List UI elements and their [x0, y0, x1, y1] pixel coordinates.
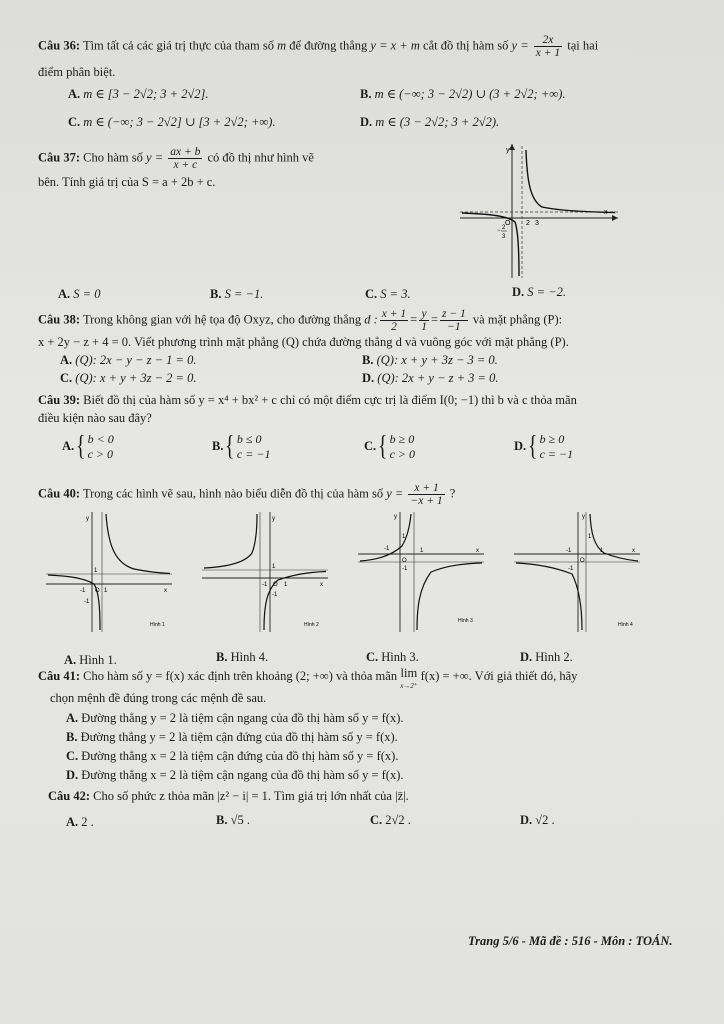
svg-text:1: 1	[94, 568, 98, 574]
q37-option-a[interactable]: A. S = 0	[58, 287, 101, 301]
q36-text-mid: để đường thẳng	[289, 38, 368, 53]
q39-text: Biết đồ thị của hàm số y = x⁴ + bx² + c chỉ có một điểm cực trị là điểm I(0; −1) thì b và c thỏa mãn	[83, 393, 577, 407]
q41-lim-post: f(x) = +∞. Với giả thiết đó, hãy	[420, 669, 578, 683]
q38-text-post: và mặt phẳng (P):	[472, 312, 563, 327]
q40-graph-3-caption: Hình 3	[458, 618, 473, 624]
svg-text:O: O	[273, 582, 278, 588]
q38-option-d[interactable]: D. (Q): 2x + y − z + 3 = 0.	[362, 371, 499, 385]
svg-text:-1: -1	[272, 592, 278, 598]
q37-text-pre: Cho hàm số	[83, 150, 143, 165]
svg-text:O: O	[95, 588, 100, 594]
svg-text:-1: -1	[84, 599, 90, 605]
q37-option-c[interactable]: C. S = 3.	[365, 287, 411, 301]
q40-option-d[interactable]: D. Hình 2.	[520, 650, 573, 664]
q37-option-d[interactable]: D. S = −2.	[512, 285, 567, 299]
q38-option-c[interactable]: C. (Q): x + y + 3z − 2 = 0.	[60, 371, 197, 385]
q36-param: m	[277, 38, 287, 53]
q36-text-pre: Tìm tất cả các giá trị thực của tham số	[82, 38, 275, 53]
q37-option-b[interactable]: B. S = −1.	[210, 287, 264, 301]
q36-option-b[interactable]: B. m ∈ (−∞; 3 − 2√2) ∪ (3 + 2√2; +∞).	[360, 87, 566, 101]
svg-text:x: x	[164, 588, 167, 594]
q37-line2: bên. Tính giá trị của S = a + 2b + c.	[38, 175, 216, 189]
q41-option-c[interactable]: C. Đường thẳng x = 2 là tiệm cận đứng của đồ thị hàm số y = f(x).	[66, 749, 399, 763]
q37-graph	[460, 140, 620, 280]
q41-option-a[interactable]: A. Đường thẳng y = 2 là tiệm cận ngang của đồ thị hàm số y = f(x).	[66, 711, 404, 725]
q38-line1: Câu 38: Trong không gian với hệ tọa độ Oxyz, cho đường thẳng d : $\frac{x + 1}{2}$ = $\frac{y}{1}$ = $\frac{z - 1}{-1}$ và mặt phẳng (P):	[38, 308, 563, 333]
svg-text:1: 1	[588, 534, 592, 540]
svg-text:-1: -1	[80, 588, 86, 594]
svg-text:-1: -1	[568, 566, 574, 572]
q36-line-eq: y = x + m	[370, 38, 420, 53]
q38-frac-1: $\frac{x + 1}{2}$	[381, 308, 407, 333]
q40-option-a[interactable]: A. Hình 1.	[64, 653, 117, 667]
q40-graph-4	[512, 508, 642, 634]
q37-label-neg: −	[497, 228, 501, 234]
q36-number: Câu 36:	[38, 38, 81, 53]
svg-text:-1: -1	[384, 546, 390, 552]
q39-line1	[38, 392, 577, 408]
q36-line2: điểm phân biệt.	[38, 65, 116, 79]
q42-line1	[48, 788, 409, 804]
q37-number: Câu 37:	[38, 150, 81, 165]
svg-text:y: y	[582, 514, 585, 520]
q40-fraction: $\frac{x + 1}{-x + 1}$	[410, 482, 443, 507]
svg-text:y: y	[86, 516, 89, 522]
q40-number: Câu 40:	[38, 486, 81, 501]
q40-option-b[interactable]: B. Hình 4.	[216, 650, 269, 664]
q41-lim: lim	[400, 666, 418, 680]
svg-text:1: 1	[284, 582, 288, 588]
q40-graph-3	[356, 508, 486, 634]
svg-text:O: O	[580, 558, 585, 564]
q40-graph-4-caption: Hình 4	[618, 622, 633, 628]
q37-text-post: có đồ thị như hình vẽ	[207, 150, 314, 165]
q36-option-a[interactable]: A. m ∈ [3 − 2√2; 3 + 2√2].	[68, 87, 209, 101]
svg-text:-1: -1	[262, 582, 268, 588]
q36-fraction: $\frac{2x}{x + 1}$	[535, 34, 561, 59]
q40-graph-1	[44, 508, 174, 634]
q37-label-3: 3	[535, 220, 539, 227]
q39-option-d[interactable]: D.{ b ≥ 0 c = −1	[514, 431, 574, 462]
svg-text:x: x	[476, 548, 479, 554]
q36-text-post: tại hai	[567, 38, 599, 53]
svg-text:x: x	[632, 548, 635, 554]
q40-text-pre: Trong các hình vẽ sau, hình nào biểu diễn đồ thị của hàm số	[82, 486, 384, 501]
q37-label-frac-n: 2	[502, 225, 506, 231]
svg-text:1: 1	[420, 548, 424, 554]
q38-line2: x + 2y − z + 4 = 0. Viết phương trình mặt phẳng (Q) chứa đường thẳng d và vuông góc với mặt phẳng (P).	[38, 335, 569, 349]
q36-option-d[interactable]: D. m ∈ (3 − 2√2; 3 + 2√2).	[360, 115, 500, 129]
q40-line1	[38, 482, 455, 507]
q39-option-b[interactable]: B.{ b ≤ 0 c = −1	[212, 431, 271, 462]
q42-option-b[interactable]: B. √5 .	[216, 813, 250, 827]
svg-text:y: y	[272, 516, 275, 522]
svg-text:y: y	[394, 514, 397, 520]
q40-text-post: ?	[449, 486, 456, 501]
svg-text:1: 1	[272, 564, 276, 570]
q38-option-b[interactable]: B. (Q): x + y + 3z − 3 = 0.	[362, 353, 498, 367]
q40-option-c[interactable]: C. Hình 3.	[366, 650, 419, 664]
q38-option-a[interactable]: A. (Q): 2x − y − z − 1 = 0.	[60, 353, 197, 367]
q41-lim-sub: x→2⁺	[400, 682, 418, 690]
q39-option-c[interactable]: C.{ b ≥ 0 c > 0	[364, 431, 416, 462]
q37-label-x: x	[604, 209, 608, 216]
q40-func-lhs: y =	[386, 486, 404, 501]
svg-text:1: 1	[402, 534, 406, 540]
q40-graph-2	[200, 508, 330, 634]
q40-graph-1-caption: Hình 1	[150, 622, 165, 628]
svg-text:x: x	[320, 582, 323, 588]
q38-number: Câu 38:	[38, 312, 81, 327]
svg-text:-1: -1	[402, 566, 408, 572]
q36-text-mid2: cắt đồ thị hàm số	[423, 38, 509, 53]
q37-line1	[38, 146, 314, 171]
q37-label-2: 2	[526, 220, 530, 227]
svg-text:1: 1	[600, 548, 604, 554]
q41-option-d[interactable]: D. Đường thẳng x = 2 là tiệm cận ngang của đồ thị hàm số y = f(x).	[66, 768, 404, 782]
q42-number: Câu 42:	[48, 789, 91, 803]
q41-option-b[interactable]: B. Đường thẳng y = 2 là tiệm cận đứng của đồ thị hàm số y = f(x).	[66, 730, 398, 744]
q37-label-y: y	[506, 147, 510, 154]
q37-func-lhs: y =	[146, 150, 164, 165]
q40-graph-2-caption: Hình 2	[304, 622, 319, 628]
q41-text-pre: Cho hàm số y = f(x) xác định trên khoảng (2; +∞) và thỏa mãn	[83, 669, 398, 683]
q38-frac-3: $\frac{z - 1}{-1}$	[442, 308, 466, 333]
q38-frac-2: $\frac{y}{1}$	[421, 308, 427, 333]
q42-option-c[interactable]: C. 2√2 .	[370, 813, 411, 827]
q42-option-a[interactable]: A. 2 .	[66, 815, 94, 829]
q41-number: Câu 41:	[38, 669, 81, 683]
q37-label-frac-d: 3	[502, 234, 506, 240]
q37-label-o: O	[505, 220, 511, 227]
svg-text:-1: -1	[566, 548, 572, 554]
q38-d-label: d :	[364, 312, 378, 327]
q41-line2: chọn mệnh đề đúng trong các mệnh đề sau.	[50, 691, 267, 705]
q39-number: Câu 39:	[38, 393, 81, 407]
svg-text:O: O	[402, 558, 407, 564]
svg-text:1: 1	[104, 588, 108, 594]
q36-func-lhs: y =	[511, 38, 529, 53]
q36-option-c[interactable]: C. m ∈ (−∞; 3 − 2√2] ∪ [3 + 2√2; +∞).	[68, 115, 276, 129]
q42-text: Cho số phức z thỏa mãn |z² − i| = 1. Tìm giá trị lớn nhất của |z̄|.	[93, 789, 409, 803]
q36-line1	[38, 34, 598, 59]
q42-option-d[interactable]: D. √2 .	[520, 813, 555, 827]
page-footer: Trang 5/6 - Mã đề : 516 - Môn : TOÁN.	[468, 934, 673, 948]
q38-text-pre: Trong không gian với hệ tọa độ Oxyz, cho đường thẳng	[82, 312, 362, 327]
q39-option-a[interactable]: A.{ b < 0 c > 0	[62, 431, 114, 462]
q37-fraction: $\frac{ax + b}{x + c}$	[170, 146, 201, 171]
q39-line2: điều kiện nào sau đây?	[38, 411, 152, 425]
q41-line1	[38, 668, 577, 692]
